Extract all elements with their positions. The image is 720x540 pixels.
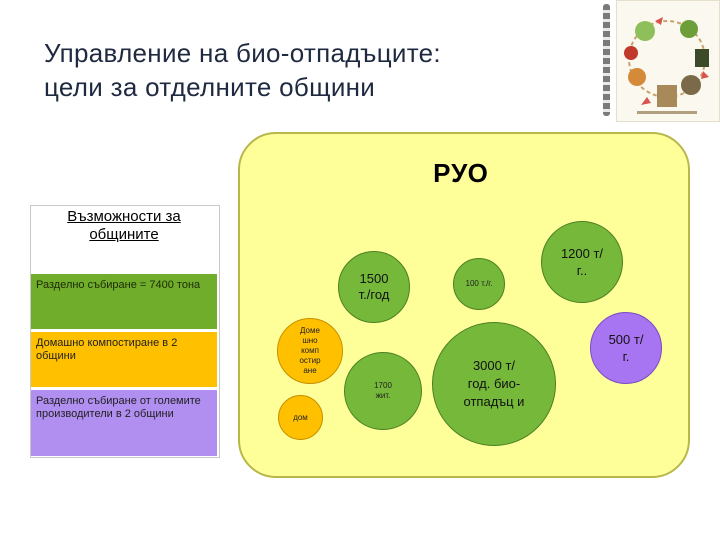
circle-3000-tons-biowaste-label: 3000 т/год. био- отпадъц и: [463, 358, 525, 409]
option-home-composting: Домашно компостиране в 2 общини: [31, 332, 217, 387]
waste-cycle-icon: [617, 1, 719, 121]
municipal-options-header: [31, 206, 217, 270]
circle-1500-tons: [338, 251, 410, 323]
option-separate-collection: Разделно събиране = 7400 тона: [31, 274, 217, 329]
circle-home-composting: [277, 318, 343, 384]
circle-500-tons: [590, 312, 662, 384]
circle-500-tons-label: 500 т/г.: [608, 332, 644, 364]
circle-1700-residents-label: 1700 жит.: [374, 381, 392, 400]
slide-title: [44, 36, 564, 104]
slide-title-line-2: цели за отделните общини: [44, 72, 376, 102]
circle-100-tons: [453, 258, 505, 310]
circle-home: [278, 395, 323, 440]
ruo-label: РУО: [433, 158, 489, 188]
decorative-chain-bar: [603, 4, 610, 116]
circle-100-tons-label: 100 т./г.: [465, 279, 493, 288]
circle-1200-tons: [541, 221, 623, 303]
option-large-producers-collection: Разделно събиране от големите производители в 2 общини: [31, 390, 217, 456]
municipal-options-header-text: Възможности за общините: [67, 208, 181, 243]
slide-title-line-1: Управление на био-отпадъците:: [44, 38, 441, 68]
circle-home-label: дом: [293, 412, 308, 422]
circle-1700-residents: [344, 352, 422, 430]
circle-1500-tons-label: 1500 т./год: [358, 271, 390, 302]
circle-1200-tons-label: 1200 т/г..: [560, 246, 604, 278]
circle-home-composting-label: Доме шно комп остир ане: [299, 326, 321, 375]
circle-3000-tons-biowaste: [432, 322, 556, 446]
waste-cycle-illustration: [616, 0, 720, 122]
